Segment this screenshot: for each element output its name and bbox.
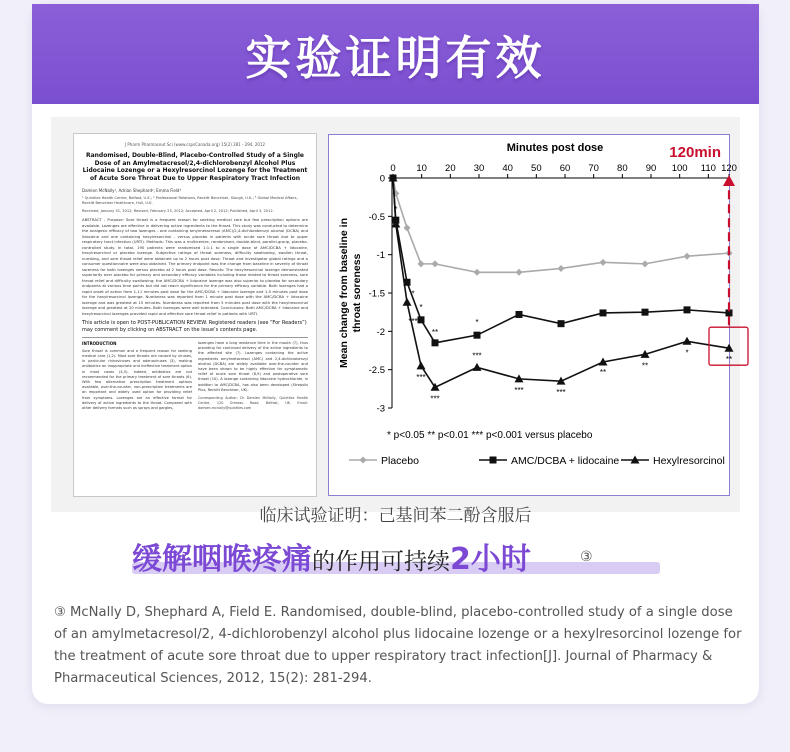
amc-point	[432, 339, 439, 346]
paper-dates: Received, January 31, 2012; Revised, February 23, 2012; Accepted, April 2, 2012; Published, April 3, 2012.	[82, 209, 274, 214]
significance-footnote: * p<0.05 ** p<0.01 *** p<0.001 versus placebo	[387, 430, 593, 441]
significance-label: ***	[514, 385, 524, 395]
y-axis-label: Mean change from baseline in	[338, 218, 350, 368]
series-line-2	[393, 178, 729, 387]
amc-point	[642, 309, 649, 316]
x-tick-label: 120	[721, 163, 737, 174]
paper-columns	[82, 337, 308, 411]
placebo-point	[404, 224, 411, 231]
amc-point	[600, 309, 607, 316]
significance-label: ***	[472, 351, 482, 361]
hexyl-point	[417, 361, 426, 369]
placebo-point	[474, 269, 481, 276]
paper-affiliations: ¹ Quintiles Health Centre, Belfast, U.K.; ² Professional Relations, Reckitt Benckiser, Slough, U.K.; ³ Global Medical Affairs, Reckitt Benckiser Healthcare, Hull, U.K.	[82, 196, 298, 206]
legend-label-2: Hexylresorcinol	[653, 455, 725, 467]
paper-intro-heading: INTRODUCTION	[82, 341, 117, 347]
hexyl-point	[473, 363, 482, 371]
paper-corresponding: Corresponding Author: Dr Damien McNally, Quintiles Health Centre, 120 Ormeau Road, Belfast, UK. Email: damien.mcnally@quintiles.com	[198, 396, 308, 410]
hexyl-point	[683, 337, 692, 345]
hexyl-point	[403, 298, 412, 306]
chart-title: Minutes post dose	[506, 142, 604, 154]
tagline-part2: 的作用可持续	[312, 549, 450, 575]
chart-frame	[328, 134, 737, 496]
significance-label: *	[419, 302, 423, 312]
tagline-part1: 缓解咽喉疼痛	[132, 542, 312, 577]
x-tick-label: 10	[416, 163, 427, 174]
amc-point	[516, 311, 523, 318]
amc-point	[558, 320, 565, 327]
significance-label: **	[599, 368, 607, 377]
significance-label: ***	[408, 317, 418, 327]
paper-thumbnail	[73, 133, 317, 497]
reference-citation: ③ McNally D, Shephard A, Field E. Randomised, double-blind, placebo-controlled study of a single dose of an amylmetacresol/2, 4-dichlorobenzyl alcohol plus lidocaine lozenge or a hexylresorcinol lozenge for the treatment of acute sore throat due to upper respiratory tract infection[J]. Journal of Pharmacy & Pharmaceutical Sciences, 2012, 15(2): 281-294.	[54, 605, 742, 686]
legend-marker-square	[490, 457, 497, 464]
y-tick-label: -1	[376, 250, 385, 262]
placebo-point	[418, 260, 425, 267]
paper-intro-text-1: Sore throat is common and a frequent reason for seeking medical care (1,2). Most sore throats are caused by viruses, in particular rhinoviruses and adenoviruses (3), making antibiotics an inappropriate and ineffective treatment option in most cases (4,5). Indeed, antibiotics are not recommended for the primary treatment of sore throats (6). With few alternative prescription treatment options available, over-the-counter, non-prescription treatments are an important and widely used option for providing relief from symptoms. Lozenges are an effective format for delivery of active ingredients to the throat. Compared with other delivery formats such as sprays and gargles,	[82, 348, 192, 411]
significance-label: **	[641, 361, 649, 371]
placebo-point	[558, 265, 565, 272]
x-tick-label: 30	[473, 163, 485, 174]
significance-label: ***	[430, 394, 440, 404]
y-tick-label: 0	[379, 173, 385, 185]
significance-label: *	[394, 205, 398, 215]
y-tick-label: -0.5	[368, 211, 385, 223]
series-line-1	[393, 178, 729, 343]
hexyl-point	[431, 383, 440, 391]
paper-title: Randomised, Double-Blind, Placebo-Controlled Study of a Single Dose of an Amylmetacresol/2,4-dichlorobenzyl Alcohol Plus Lidocaine Lozenge or a Hexylresorcinol Lozenge for the Treatment of Acute Sore Throat Due to Upper Respiratory Tract Infection	[82, 152, 308, 182]
paper-column-left	[82, 341, 192, 411]
paper-authors: Damien McNally¹, Adrian Shephard², Emma Field³	[82, 188, 182, 193]
y-tick-label: -2.5	[368, 365, 385, 377]
chart-annotation-120min: 120min	[669, 144, 721, 161]
significance-label: **	[725, 355, 733, 365]
placebo-point	[432, 260, 439, 267]
placebo-point	[684, 253, 691, 260]
header-banner	[32, 4, 759, 104]
x-tick-label: 100	[671, 163, 688, 174]
placebo-point	[516, 269, 523, 276]
legend-label-0: Placebo	[381, 455, 419, 467]
throat-soreness-chart	[329, 135, 737, 497]
significance-label: *	[685, 348, 689, 358]
banner-title: 实验证明有效	[245, 31, 546, 85]
x-tick-label: 50	[531, 163, 542, 174]
trial-caption: 临床试验证明：己基间苯二酚含服后	[259, 506, 532, 526]
legend-marker-diamond	[360, 457, 367, 464]
significance-label: *	[475, 318, 479, 328]
tagline-part3: 2小时	[450, 542, 531, 577]
placebo-point	[642, 260, 649, 267]
amc-point	[684, 306, 691, 313]
x-tick-label: 20	[445, 163, 456, 174]
tagline-superscript: ③	[580, 549, 593, 565]
x-tick-label: 40	[502, 163, 513, 174]
amc-point	[474, 332, 481, 339]
tagline-text	[132, 534, 531, 578]
highlight-arrowhead	[723, 175, 735, 186]
legend-label-1: AMC/DCBA + lidocaine	[511, 455, 620, 467]
x-tick-label: 90	[645, 163, 657, 174]
y-tick-label: -2	[376, 326, 385, 338]
y-tick-label: -3	[376, 403, 385, 415]
x-tick-label: 70	[588, 163, 599, 174]
x-tick-label: 80	[617, 163, 628, 174]
paper-intro-text-2: lozenges have a long residence time in the mouth (7), thus providing for continued delivery of the active ingredients to the affected site (7). Lozenges containing the active ingredients amylmetacresol (AMC) and 2,4-dichlorobenzyl alcohol (DCBA) are widely available over-the-counter and have been shown to be highly effective for symptomatic relief of acute sore throat (8,9) and postoperative sore throat (10). A lozenge containing lidocaine hydrochloride, in addition to AMC/DCBA, has also been developed (Strepsils Plus, Reckitt Benckiser, UK).	[198, 341, 308, 392]
x-tick-label: 110	[700, 163, 716, 174]
placebo-point	[600, 259, 607, 266]
series-line-0	[393, 178, 729, 272]
paper-journal: J Pharm Pharmaceut Sci (www.cspsCanada.org) 15(2) 281 - 294, 2012	[124, 142, 266, 147]
paper-post-review: This article is open to POST-PUBLICATION REVIEW. Registered readers (see “For Readers”) may comment by clicking on ABSTRACT on the issue’s contents page.	[82, 320, 307, 333]
x-tick-label: 0	[390, 163, 396, 174]
amc-point	[418, 316, 425, 323]
x-tick-label: 60	[559, 163, 571, 174]
significance-label: **	[431, 327, 439, 337]
significance-label: ***	[416, 372, 426, 382]
significance-label: ***	[556, 388, 566, 398]
figure-area	[51, 117, 740, 512]
paper-column-right	[198, 341, 308, 411]
y-tick-label: -1.5	[368, 288, 385, 300]
y-axis-label-line2: throat soreness	[351, 253, 363, 333]
content-card	[32, 4, 759, 704]
significance-label: *	[411, 289, 415, 299]
paper-abstract: ABSTRACT - Purpose: Sore throat is a frequent reason for seeking medical care but few prescription options are available. Lozenges are effective in delivering active ingredients to the throat. This study was conducted to determine the analgesic efficacy of two lozenges - one containing amylmetacresol (AMC)/2,4-dichlorobenzyl alcohol (DCBA) and lidocaine and one containing hexylresorcinol - versus placebo in patients with acute sore throat due to upper respiratory tract infection (URTI). Methods: This was a multicentre, randomised, double-blind, parallel-group, placebo-controlled study. In total, 190 patients were randomised 1:1:1 to a single dose of AMC/DCBA + lidocaine, hexylresorcinol or placebo lozenge. Subjective ratings of throat soreness, difficulty swallowing, swollen throat, numbing, and sore throat relief were obtained up to 2 hours post dose. Throat and investigator global ratings and a consumer questionnaire were also obtained. The primary endpoint was the change from baseline in severity of throat soreness for both lozenges versus placebo at 2 hours post dose. Results: The hexylresorcinol lozenge demonstrated superiority over placebo for primary and secondary efficacy variables including those related to throat soreness, sore throat relief and difficulty swallowing; the AMC/DCBA + lidocaine lozenge was also superior to placebo for secondary endpoints at various time points but did not reach significance for the primary efficacy variable. Both lozenges had a rapid onset of action from 1-11 minutes post dose for the AMC/DCBA + lidocaine lozenge and 1-5 minutes post dose for the hexylresorcinol lozenge. Numbness was reported from 1 minute post dose with the AMC/DCBA + lidocaine lozenge and was greatest at 15 minutes. Numbness was reported from 5 minutes post dose with the hexylresorcinol lozenge and greatest at 20 minutes. Both lozenges were well tolerated. Conclusions: Both AMC/DCBA + lidocaine and hexylresorcinol lozenges provided rapid and effective sore throat relief in patients with URTI.	[82, 217, 308, 316]
